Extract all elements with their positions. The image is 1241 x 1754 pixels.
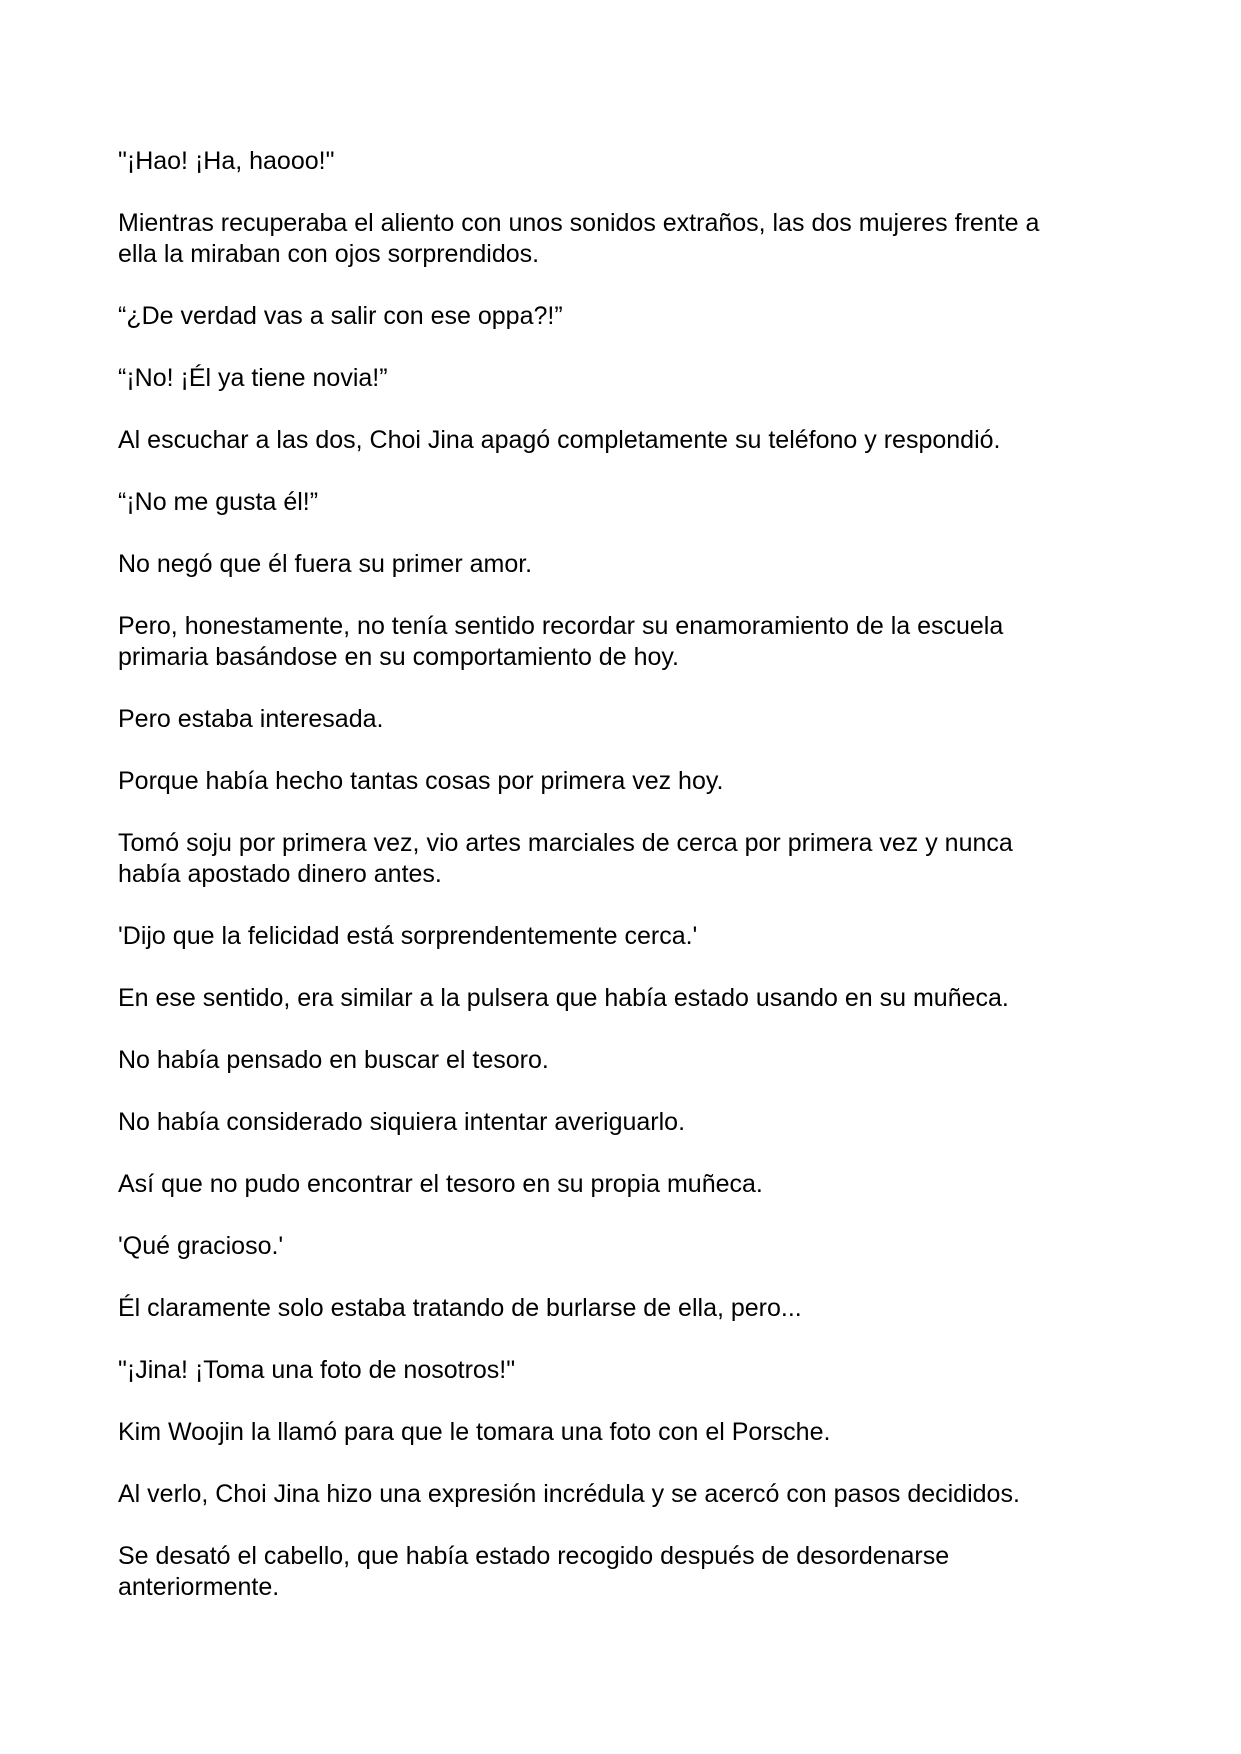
paragraph: No había pensado en buscar el tesoro. — [118, 1046, 549, 1074]
paragraph: "¡Jina! ¡Toma una foto de nosotros!" — [118, 1356, 516, 1384]
paragraph: En ese sentido, era similar a la pulsera que había estado usando en su muñeca. — [118, 984, 1009, 1012]
paragraph: No había considerado siquiera intentar averiguarlo. — [118, 1108, 686, 1136]
paragraph: Tomó soju por primera vez, vio artes marciales de cerca por primera vez y nunca había apostado dinero antes. — [118, 829, 1013, 888]
paragraph: “¿De verdad vas a salir con ese oppa?!” — [118, 302, 563, 330]
document-body — [118, 146, 1138, 1634]
paragraph: Al escuchar a las dos, Choi Jina apagó completamente su teléfono y respondió. — [118, 426, 1001, 454]
paragraph: Mientras recuperaba el aliento con unos sonidos extraños, las dos mujeres frente a ella la miraban con ojos sorprendidos. — [118, 209, 1040, 268]
paragraph: 'Qué gracioso.' — [118, 1232, 284, 1260]
paragraph: “¡No! ¡Él ya tiene novia!” — [118, 364, 388, 392]
paragraph: "¡Hao! ¡Ha, haooo!" — [118, 147, 335, 175]
paragraph: Porque había hecho tantas cosas por primera vez hoy. — [118, 767, 724, 795]
paragraph: Pero estaba interesada. — [118, 705, 384, 733]
paragraph: “¡No me gusta él!” — [118, 488, 319, 516]
paragraph: No negó que él fuera su primer amor. — [118, 550, 533, 578]
paragraph: Él claramente solo estaba tratando de burlarse de ella, pero... — [118, 1294, 802, 1322]
paragraph: Al verlo, Choi Jina hizo una expresión incrédula y se acercó con pasos decididos. — [118, 1480, 1020, 1508]
paragraph: Se desató el cabello, que había estado recogido después de desordenarse anteriormente. — [118, 1542, 950, 1601]
paragraph: Pero, honestamente, no tenía sentido recordar su enamoramiento de la escuela primaria basándose en su comportamiento de hoy. — [118, 612, 1004, 671]
paragraph: Kim Woojin la llamó para que le tomara una foto con el Porsche. — [118, 1418, 831, 1446]
paragraph: 'Dijo que la felicidad está sorprendentemente cerca.' — [118, 922, 698, 950]
paragraph: Así que no pudo encontrar el tesoro en su propia muñeca. — [118, 1170, 763, 1198]
